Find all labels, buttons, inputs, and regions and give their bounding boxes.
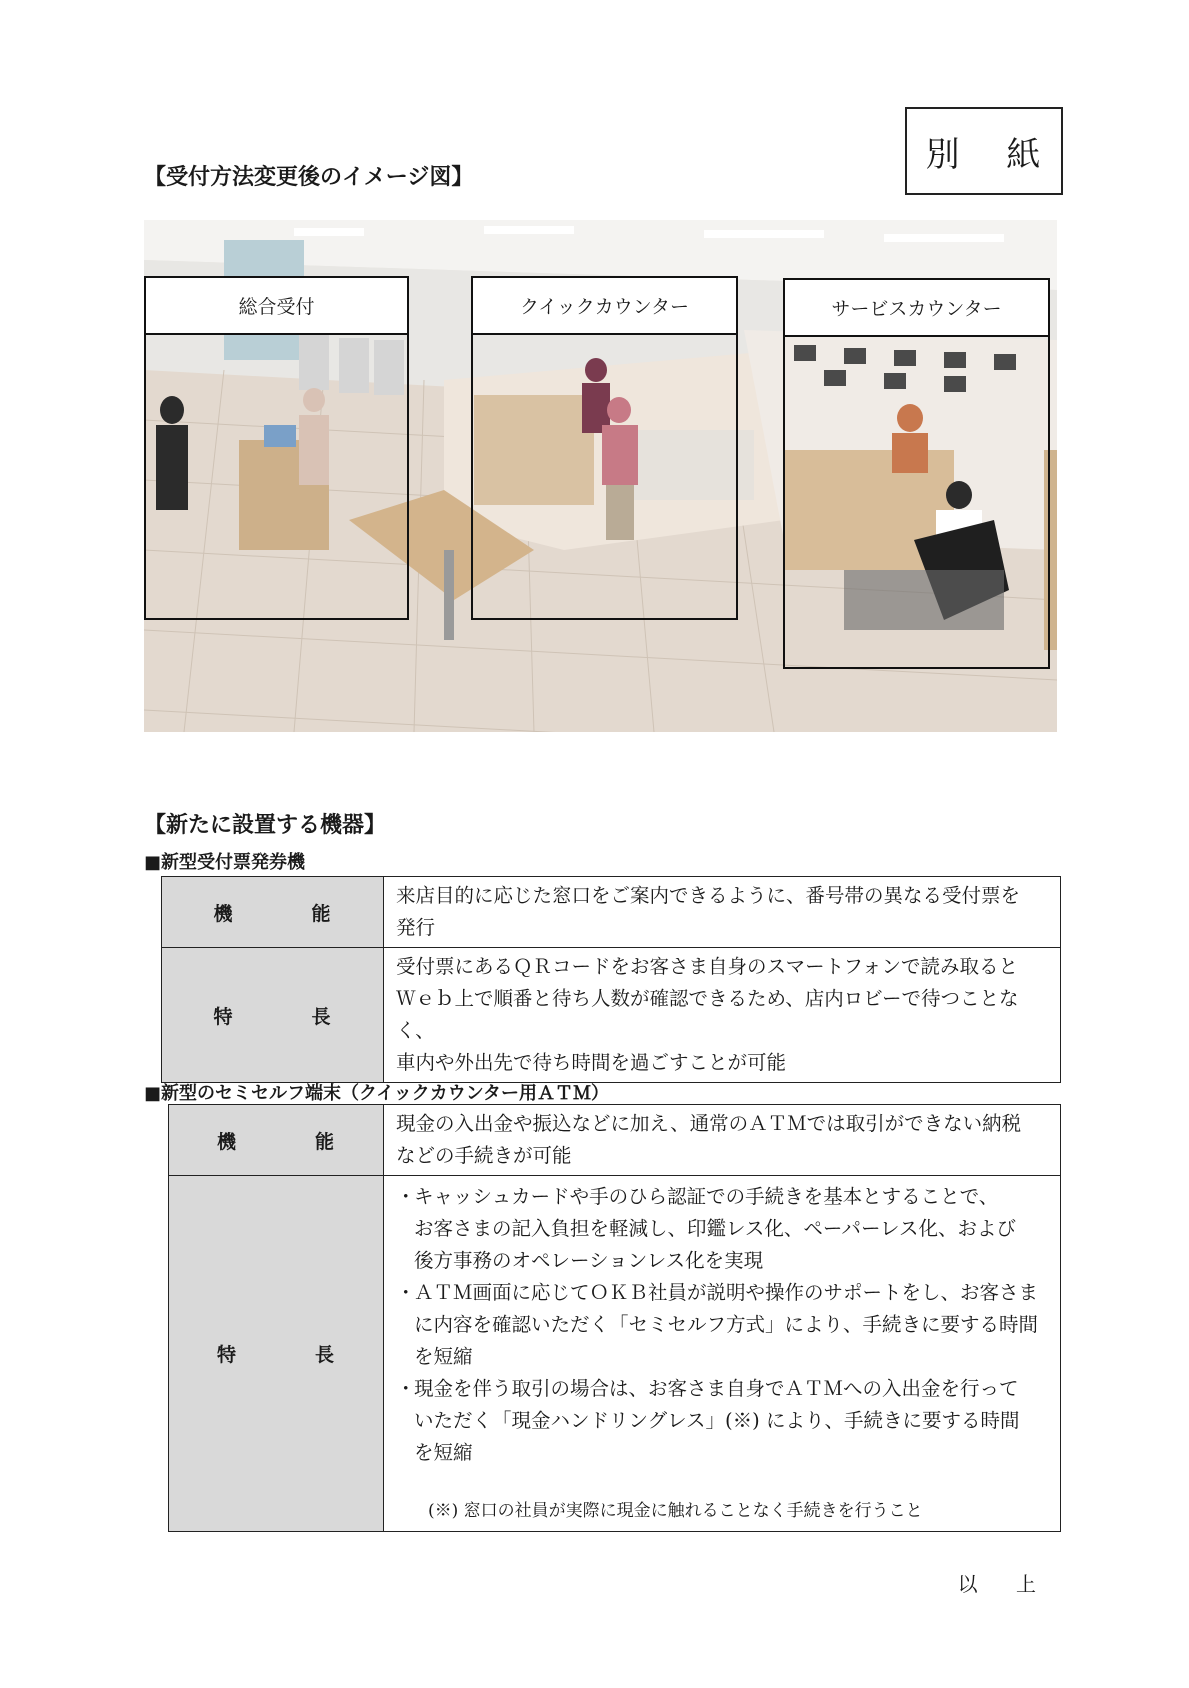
machine2-table [168,1104,1061,1532]
zone-quick-counter [471,276,738,620]
zone-general-reception [144,276,409,620]
zone-label: サービスカウンター [785,280,1048,337]
function-description: 来店目的に応じた窓口をご案内できるように、番号帯の異なる受付票を 発行 [384,877,1061,948]
table-row [169,1105,1061,1176]
function-description: 現金の入出金や振込などに加え、通常のＡＴＭでは取引ができない納税 などの手続きが可能 [384,1105,1061,1176]
zone-label: 総合受付 [146,278,407,335]
feature-label: 特 長 [169,1176,384,1532]
zone-label: クイックカウンター [473,278,736,335]
office-illustration [144,220,1057,732]
machine1-heading: ■新型受付票発券機 [144,852,306,873]
zone-service-counter [783,278,1050,669]
table-row [162,948,1061,1083]
feature-bullet: ・ ＡＴＭ画面に応じてＯＫＢ社員が説明や操作のサポートをし、お客さま に内容を確認いただく「セミセルフ方式」により、手続きに要する時間 を短縮 [396,1280,1039,1368]
feature-description: 受付票にあるＱＲコードをお客さま自身のスマートフォンで読み取ると Ｗｅｂ上で順番と待ち人数が確認できるため、店内ロビーで待つことなく、 車内や外出先で待ち時間を過ごすことが可能 [384,948,1061,1083]
machine2-heading: ■新型のセミセルフ端末（クイックカウンター用ＡＴＭ） [144,1083,610,1104]
feature-label: 特 長 [162,948,384,1083]
feature-bullet: ・ 現金を伴う取引の場合は、お客さま自身でＡＴＭへの入出金を行って いただく「現金ハンドリングレス」(※) により、手続きに要する時間 を短縮 [396,1376,1020,1464]
closing-mark: 以 上 [957,1572,1052,1596]
table-row [169,1176,1061,1532]
function-label: 機 能 [169,1105,384,1176]
image-section-title: 【受付方法変更後のイメージ図】 [144,165,474,190]
table-row [162,877,1061,948]
attachment-stamp: 別 紙 [905,107,1063,195]
equipment-section-title: 【新たに設置する機器】 [144,813,387,838]
footnote: (※) 窓口の社員が実際に現金に触れることなく手続きを行うこと [428,1500,923,1521]
feature-bullet: ・ キャッシュカードや手のひら認証での手続きを基本とすることで、 お客さまの記入負担を軽減し、印鑑レス化、ペーパーレス化、および 後方事務のオペレーションレス化を実現 [396,1184,1016,1272]
feature-description [384,1176,1061,1532]
machine1-table [161,876,1061,1083]
function-label: 機 能 [162,877,384,948]
